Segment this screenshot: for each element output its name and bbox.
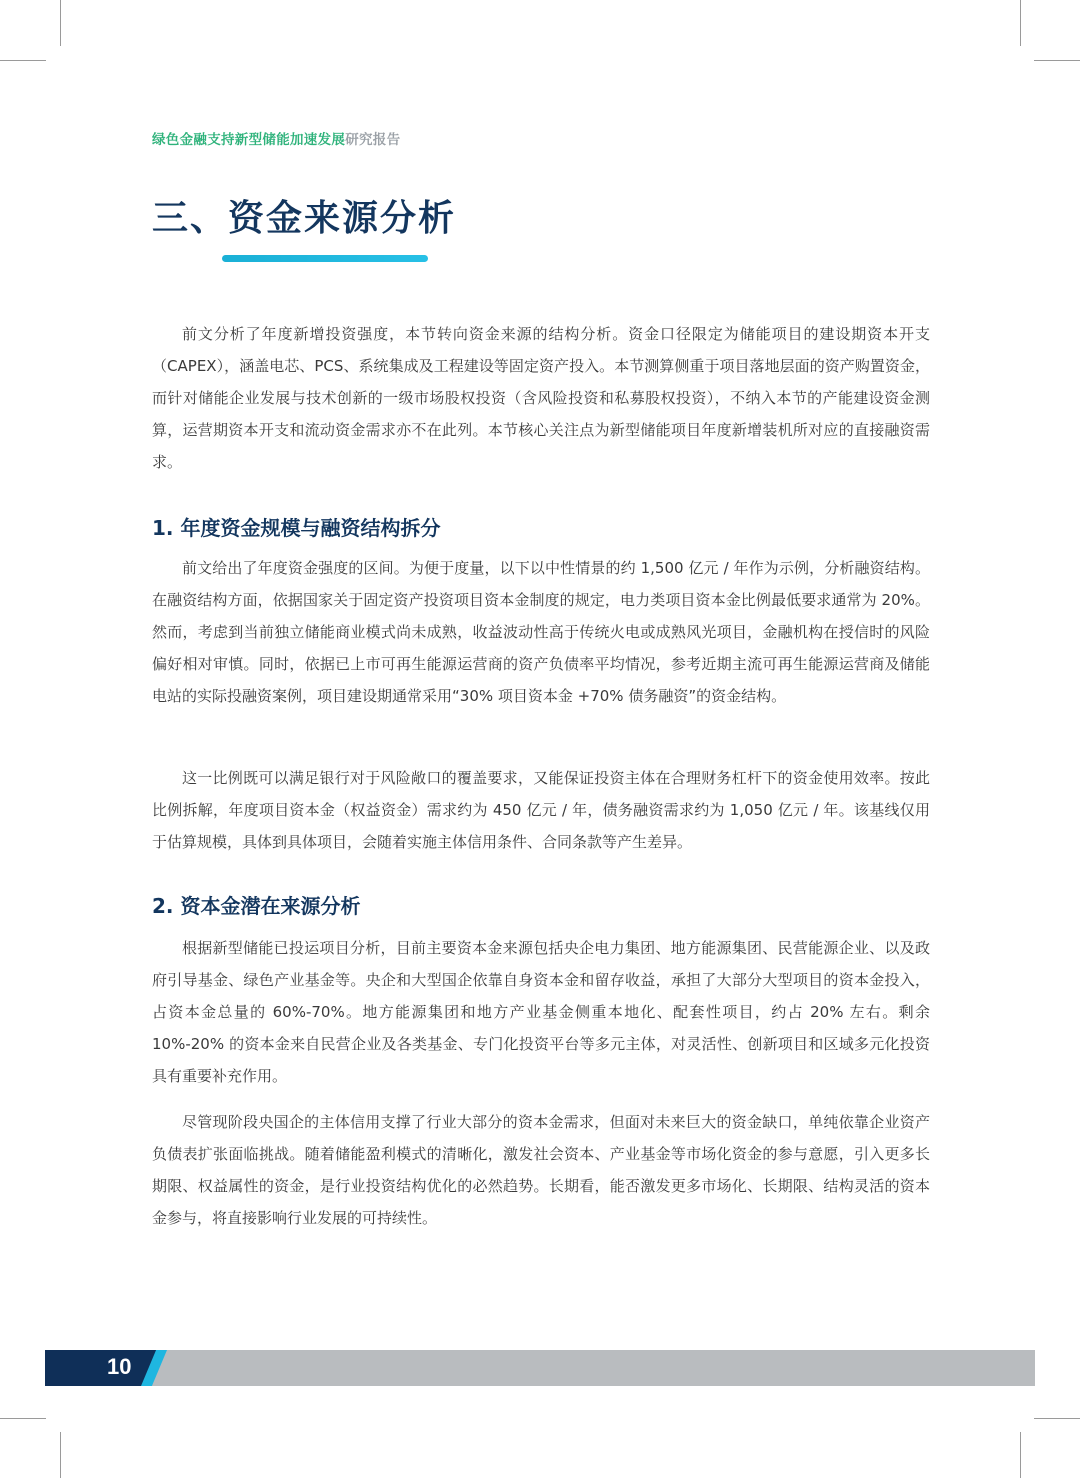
section-heading-2: 2. 资本金潜在来源分析 — [152, 894, 361, 918]
section2-paragraph-1: 根据新型储能已投运项目分析，目前主要资本金来源包括央企电力集团、地方能源集团、民营能源企业、以及政府引导基金、绿色产业基金等。央企和大型国企依靠自身资本金和留存收益，承担了大部分大型项目的资本金投入，占资本金总量的 60%-70%。地方能源集团和地方产业基金侧重本地化、配套性项目，约占 20% 左右。剩余 10%-20% 的资本金来自民营企业及各类基金、专门化投资平台等多元主体，对灵活性、创新项目和区域多元化投资具有重要补充作用。 — [152, 939, 930, 1085]
crop-mark — [60, 0, 61, 46]
crop-mark — [1034, 60, 1080, 61]
crop-mark — [1034, 1418, 1080, 1419]
section1-body-2 — [152, 762, 930, 858]
crop-mark — [60, 1432, 61, 1478]
page-number: 10 — [107, 1354, 132, 1379]
intro-body — [152, 318, 930, 478]
section1-paragraph-2: 这一比例既可以满足银行对于风险敞口的覆盖要求，又能保证投资主体在合理财务杠杆下的资金使用效率。按此比例拆解，年度项目资本金（权益资金）需求约为 450 亿元 / 年，债务融资需求约为 1,050 亿元 / 年。该基线仅用于估算规模，具体到具体项目，会随着实施主体信用条件、合同条款等产生差异。 — [152, 769, 930, 851]
intro-paragraph: 前文分析了年度新增投资强度，本节转向资金来源的结构分析。资金口径限定为储能项目的建设期资本开支（CAPEX），涵盖电芯、PCS、系统集成及工程建设等固定资产投入。本节测算侧重于项目落地层面的资产购置资金，而针对储能企业发展与技术创新的一级市场股权投资（含风险投资和私募股权投资），不纳入本节的产能建设资金测算，运营期资本开支和流动资金需求亦不在此列。本节核心关注点为新型储能项目年度新增装机所对应的直接融资需求。 — [152, 325, 930, 471]
crop-mark — [1020, 1432, 1021, 1478]
section2-body — [152, 932, 930, 1092]
section2-body-2 — [152, 1106, 930, 1234]
crop-mark — [0, 1418, 46, 1419]
chapter-title: 三、资金来源分析 — [152, 198, 457, 239]
section1-body — [152, 552, 930, 712]
running-header — [152, 128, 400, 148]
section2-paragraph-2: 尽管现阶段央国企的主体信用支撑了行业大部分的资本金需求，但面对未来巨大的资金缺口，单纯依靠企业资产负债表扩张面临挑战。随着储能盈利模式的清晰化，激发社会资本、产业基金等市场化资金的参与意愿，引入更多长期限、权益属性的资金，是行业投资结构优化的必然趋势。长期看，能否激发更多市场化、长期限、结构灵活的资本金参与，将直接影响行业发展的可持续性。 — [152, 1113, 930, 1227]
footer-page-tab — [45, 1350, 157, 1386]
crop-mark — [0, 60, 46, 61]
section1-paragraph-1: 前文给出了年度资金强度的区间。为便于度量，以下以中性情景的约 1,500 亿元 / 年作为示例，分析融资结构。在融资结构方面，依据国家关于固定资产投资项目资本金制度的规定，电力类项目资本金比例最低要求通常为 20%。然而，考虑到当前独立储能商业模式尚未成熟，收益波动性高于传统火电或成熟风光项目，金融机构在授信时的风险偏好相对审慎。同时，依据已上市可再生能源运营商的资产负债率平均情况，参考近期主流可再生能源运营商及储能电站的实际投融资案例，项目建设期通常采用“30% 项目资本金 +70% 债务融资”的资金结构。 — [152, 559, 930, 705]
footer-band — [45, 1350, 1035, 1386]
crop-mark — [1020, 0, 1021, 46]
title-underline — [222, 255, 428, 262]
section-heading-1: 1. 年度资金规模与融资结构拆分 — [152, 516, 441, 540]
report-title-highlight: 绿色金融支持新型储能加速发展 — [152, 132, 346, 148]
report-title-suffix: 研究报告 — [345, 132, 401, 148]
footer-grey-bar — [45, 1350, 1035, 1386]
